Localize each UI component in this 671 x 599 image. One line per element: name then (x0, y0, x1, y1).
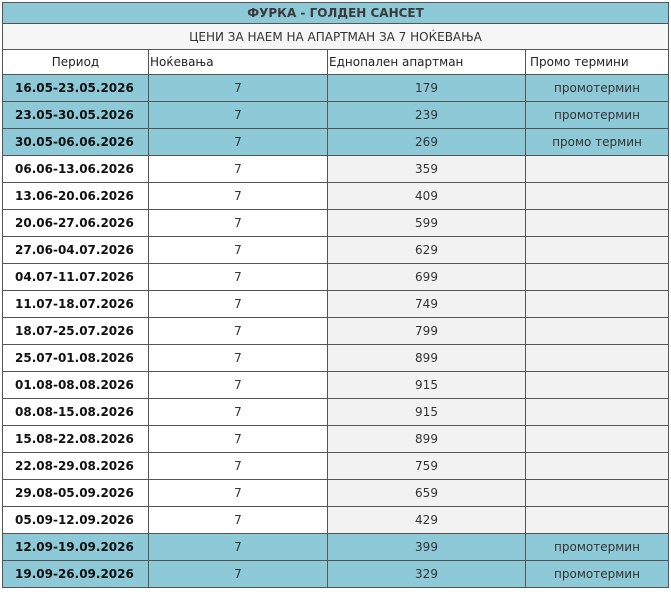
nights-cell: 7 (149, 210, 328, 237)
period-cell: 22.08-29.08.2026 (3, 453, 149, 480)
nights-cell: 7 (149, 480, 328, 507)
table-subtitle: ЦЕНИ ЗА НАЕМ НА АПАРТМАН ЗА 7 НОЌЕВАЊА (3, 24, 669, 50)
price-cell: 899 (328, 345, 526, 372)
price-cell: 409 (328, 183, 526, 210)
promo-cell (526, 345, 669, 372)
promo-cell (526, 426, 669, 453)
price-cell: 179 (328, 75, 526, 102)
period-cell: 13.06-20.06.2026 (3, 183, 149, 210)
promo-cell: промотермин (526, 102, 669, 129)
nights-cell: 7 (149, 534, 328, 561)
table-row (3, 426, 669, 453)
promo-cell (526, 183, 669, 210)
table-row (3, 534, 669, 561)
promo-cell (526, 156, 669, 183)
price-cell: 429 (328, 507, 526, 534)
column-header-promo: Промо термини (526, 50, 669, 75)
price-cell: 749 (328, 291, 526, 318)
period-cell: 11.07-18.07.2026 (3, 291, 149, 318)
promo-cell: промотермин (526, 75, 669, 102)
nights-cell: 7 (149, 291, 328, 318)
nights-cell: 7 (149, 129, 328, 156)
price-cell: 899 (328, 426, 526, 453)
promo-cell (526, 507, 669, 534)
period-cell: 06.06-13.06.2026 (3, 156, 149, 183)
nights-cell: 7 (149, 507, 328, 534)
table-body (3, 3, 669, 588)
promo-cell (526, 237, 669, 264)
promo-cell (526, 291, 669, 318)
nights-cell: 7 (149, 561, 328, 588)
price-cell: 329 (328, 561, 526, 588)
nights-cell: 7 (149, 426, 328, 453)
nights-cell: 7 (149, 264, 328, 291)
nights-cell: 7 (149, 318, 328, 345)
subtitle-row (3, 24, 669, 50)
price-cell: 759 (328, 453, 526, 480)
price-cell: 699 (328, 264, 526, 291)
period-cell: 23.05-30.05.2026 (3, 102, 149, 129)
period-cell: 04.07-11.07.2026 (3, 264, 149, 291)
promo-cell: промо термин (526, 129, 669, 156)
table-row (3, 507, 669, 534)
period-cell: 12.09-19.09.2026 (3, 534, 149, 561)
price-cell: 399 (328, 534, 526, 561)
nights-cell: 7 (149, 183, 328, 210)
table-row (3, 399, 669, 426)
period-cell: 29.08-05.09.2026 (3, 480, 149, 507)
column-header-period: Период (3, 50, 149, 75)
table-row (3, 237, 669, 264)
promo-cell: промотермин (526, 561, 669, 588)
period-cell: 20.06-27.06.2026 (3, 210, 149, 237)
table-row (3, 372, 669, 399)
price-cell: 269 (328, 129, 526, 156)
promo-cell: промотермин (526, 534, 669, 561)
table-row (3, 480, 669, 507)
price-cell: 915 (328, 399, 526, 426)
nights-cell: 7 (149, 75, 328, 102)
table-row (3, 453, 669, 480)
column-header-nights: Ноќевања (149, 50, 328, 75)
period-cell: 01.08-08.08.2026 (3, 372, 149, 399)
column-header-apartment: Еднопален апартман (328, 50, 526, 75)
price-table (2, 2, 669, 588)
promo-cell (526, 210, 669, 237)
nights-cell: 7 (149, 102, 328, 129)
period-cell: 08.08-15.08.2026 (3, 399, 149, 426)
price-cell: 239 (328, 102, 526, 129)
nights-cell: 7 (149, 399, 328, 426)
price-cell: 359 (328, 156, 526, 183)
table-row (3, 264, 669, 291)
table-title: ФУРКА - ГОЛДЕН САНСЕТ (3, 3, 669, 24)
promo-cell (526, 318, 669, 345)
period-cell: 15.08-22.08.2026 (3, 426, 149, 453)
header-row (3, 50, 669, 75)
promo-cell (526, 480, 669, 507)
price-cell: 915 (328, 372, 526, 399)
promo-cell (526, 453, 669, 480)
table-row (3, 318, 669, 345)
period-cell: 19.09-26.09.2026 (3, 561, 149, 588)
promo-cell (526, 372, 669, 399)
period-cell: 30.05-06.06.2026 (3, 129, 149, 156)
table-row (3, 561, 669, 588)
period-cell: 18.07-25.07.2026 (3, 318, 149, 345)
table-row (3, 129, 669, 156)
nights-cell: 7 (149, 237, 328, 264)
promo-cell (526, 264, 669, 291)
price-cell: 659 (328, 480, 526, 507)
promo-cell (526, 399, 669, 426)
period-cell: 27.06-04.07.2026 (3, 237, 149, 264)
period-cell: 05.09-12.09.2026 (3, 507, 149, 534)
price-cell: 799 (328, 318, 526, 345)
price-cell: 599 (328, 210, 526, 237)
table-row (3, 102, 669, 129)
period-cell: 25.07-01.08.2026 (3, 345, 149, 372)
nights-cell: 7 (149, 372, 328, 399)
period-cell: 16.05-23.05.2026 (3, 75, 149, 102)
table-row (3, 156, 669, 183)
table-row (3, 291, 669, 318)
nights-cell: 7 (149, 156, 328, 183)
title-row (3, 3, 669, 24)
table-row (3, 75, 669, 102)
table-row (3, 210, 669, 237)
table-row (3, 345, 669, 372)
table-row (3, 183, 669, 210)
nights-cell: 7 (149, 453, 328, 480)
nights-cell: 7 (149, 345, 328, 372)
price-cell: 629 (328, 237, 526, 264)
